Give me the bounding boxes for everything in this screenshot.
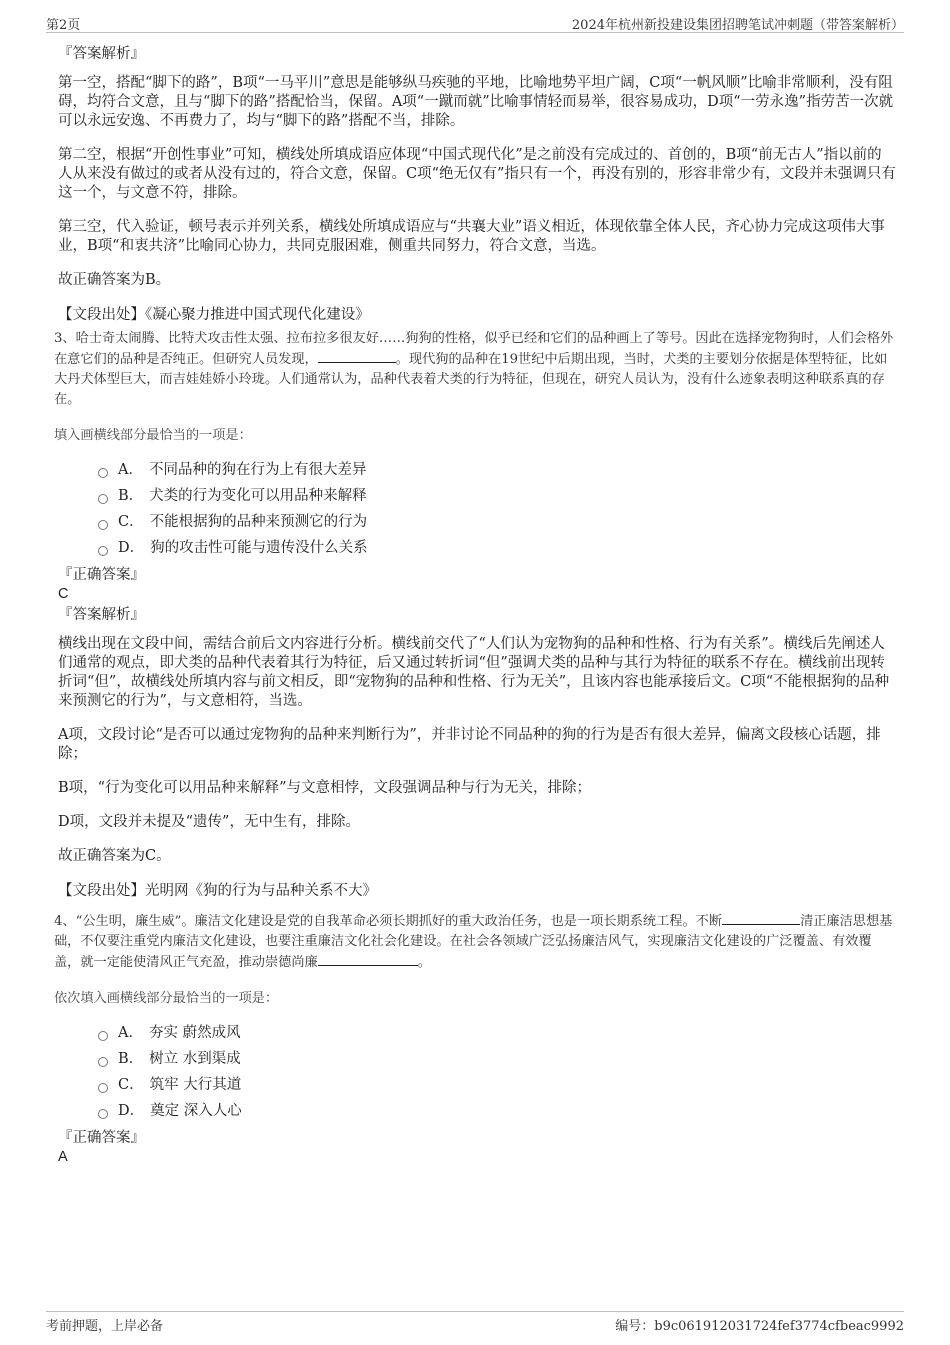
question-3-text: 3、哈士奇太闹腾、比特犬攻击性太强、拉布拉多很友好……狗狗的性格，似乎已经和它们的品种画上了等号。因此在选择宠物狗时，人们会格外在意它们的品种是否纯正。但研究人员发现， 。现代狗的品种在19世纪中后期出现，当时，犬类的主要划分依据是体型特征，比如大丹犬体型巨大，而吉娃娃娇小玲珑。人们通常认为，品种代表着犬类的行为特征，但现在，研究人员认为，没有什么迹象表明这种联系真的存在。 (54, 331, 894, 407)
page-number: 第2页 (46, 18, 81, 33)
analysis-paragraph: B项，“行为变化可以用品种来解释”与文意相悖，文段强调品种与行为无关，排除； (58, 780, 591, 796)
analysis-conclusion: 故正确答案为B。 (58, 272, 171, 288)
option-c[interactable]: C． 筑牢 大行其道 (98, 1072, 896, 1098)
source-citation: 【文段出处】《凝心聚力推进中国式现代化建设》 (58, 307, 370, 323)
analysis-paragraph: 第二空，根据“开创性事业”可知，横线处所填成语应体现“中国式现代化”是之前没有完成过的、首创的，B项“前无古人”指以前的人从来没有做过的或者从没有过的，符合文意，保留。C项“绝无仅有”指只有一个，再没有别的，形容非常少有，文段并未强调只有这一个，与文意不符，排除。 (58, 147, 896, 201)
question-3-options (98, 457, 896, 561)
question-3-hint: 填入画横线部分最恰当的一项是： (54, 428, 252, 443)
page-header (46, 14, 904, 33)
analysis-conclusion: 故正确答案为C。 (58, 848, 171, 864)
correct-answer: A (58, 1149, 68, 1165)
document-id: 编号：b9c061912031724fef3774cfbeac9992 (615, 1319, 904, 1334)
option-b[interactable]: B． 树立 水到渠成 (98, 1046, 896, 1072)
page-footer (46, 1311, 904, 1332)
radio-button[interactable] (98, 1031, 108, 1041)
analysis-paragraph: A项，文段讨论“是否可以通过宠物狗的品种来判断行为”，并非讨论不同品种的狗的行为是否有很大差异，偏离文段核心话题，排除； (58, 727, 881, 762)
fill-blank (318, 349, 396, 363)
question-4-text: 4、“公生明，廉生威”。廉洁文化建设是党的自我革命必须长期抓好的重大政治任务，也是一项长期系统工程。不断 清正廉洁思想基础，不仅要注重党内廉洁文化建设，也要注重廉洁文化社会化建设。在社会各领域广泛弘扬廉洁风气，实现廉洁文化建设的广泛覆盖、有效覆盖，就一定能使清风正气充盈，推动崇德尚廉 。 (54, 911, 896, 973)
correct-answer: C (58, 586, 69, 602)
option-a[interactable]: A． 夯实 蔚然成风 (98, 1020, 896, 1046)
source-citation: 【文段出处】光明网《狗的行为与品种关系不大》 (58, 883, 377, 899)
main-content (56, 44, 896, 1166)
option-c[interactable]: C． 不能根据狗的品种来预测它的行为 (98, 509, 896, 535)
question-4-options (98, 1020, 896, 1124)
analysis-paragraph: D项，文段并未提及“遗传”，无中生有，排除。 (58, 814, 360, 830)
fill-blank (318, 952, 418, 966)
radio-button[interactable] (98, 520, 108, 530)
fill-blank (722, 911, 800, 925)
analysis-tag: 『答案解析』 (58, 46, 145, 62)
option-d[interactable]: D． 奠定 深入人心 (98, 1098, 896, 1124)
analysis-tag: 『答案解析』 (58, 607, 145, 623)
document-title: 2024年杭州新投建设集团招聘笔试冲刺题（带答案解析） (571, 18, 904, 33)
radio-button[interactable] (98, 1109, 108, 1119)
footer-slogan: 考前押题，上岸必备 (46, 1319, 164, 1334)
question-4-hint: 依次填入画横线部分最恰当的一项是： (54, 991, 279, 1006)
analysis-paragraph: 横线出现在文段中间，需结合前后文内容进行分析。横线前交代了“人们认为宠物狗的品种和性格、行为有关系”。横线后先阐述人们通常的观点，即犬类的品种代表着其行为特征，后又通过转折词“但”强调犬类的品种与其行为特征的联系不存在。横线前出现转折词“但”，故横线处所填内容与前文相反，即“宠物狗的品种和性格、行为无关”，且该内容也能承接后文。C项“不能根据狗的品种来预测它的行为”，与文意相符，当选。 (58, 636, 890, 709)
radio-button[interactable] (98, 1057, 108, 1067)
analysis-paragraph: 第一空，搭配“脚下的路”，B项“一马平川”意思是能够纵马疾驰的平地，比喻地势平坦广阔，C项“一帆风顺”比喻非常顺利，没有阻碍，均符合文意，且与“脚下的路”搭配恰当，保留。A项“一蹴而就”比喻事情轻而易举，很容易成功，D项“一劳永逸”指劳苦一次就可以永远安逸、不再费力了，均与“脚下的路”搭配不当，排除。 (58, 75, 894, 129)
radio-button[interactable] (98, 1083, 108, 1093)
radio-button[interactable] (98, 468, 108, 478)
option-d[interactable]: D． 狗的攻击性可能与遗传没什么关系 (98, 535, 896, 561)
correct-answer-tag: 『正确答案』 (58, 1130, 145, 1146)
radio-button[interactable] (98, 494, 108, 504)
analysis-paragraph: 第三空，代入验证，顿号表示并列关系，横线处所填成语应与“共襄大业”语义相近，体现依靠全体人民，齐心协力完成这项伟大事业，B项“和衷共济”比喻同心协力，共同克服困难，侧重共同努力，符合文意，当选。 (58, 219, 885, 254)
option-b[interactable]: B． 犬类的行为变化可以用品种来解释 (98, 483, 896, 509)
radio-button[interactable] (98, 546, 108, 556)
correct-answer-tag: 『正确答案』 (58, 567, 145, 583)
option-a[interactable]: A． 不同品种的狗在行为上有很大差异 (98, 457, 896, 483)
